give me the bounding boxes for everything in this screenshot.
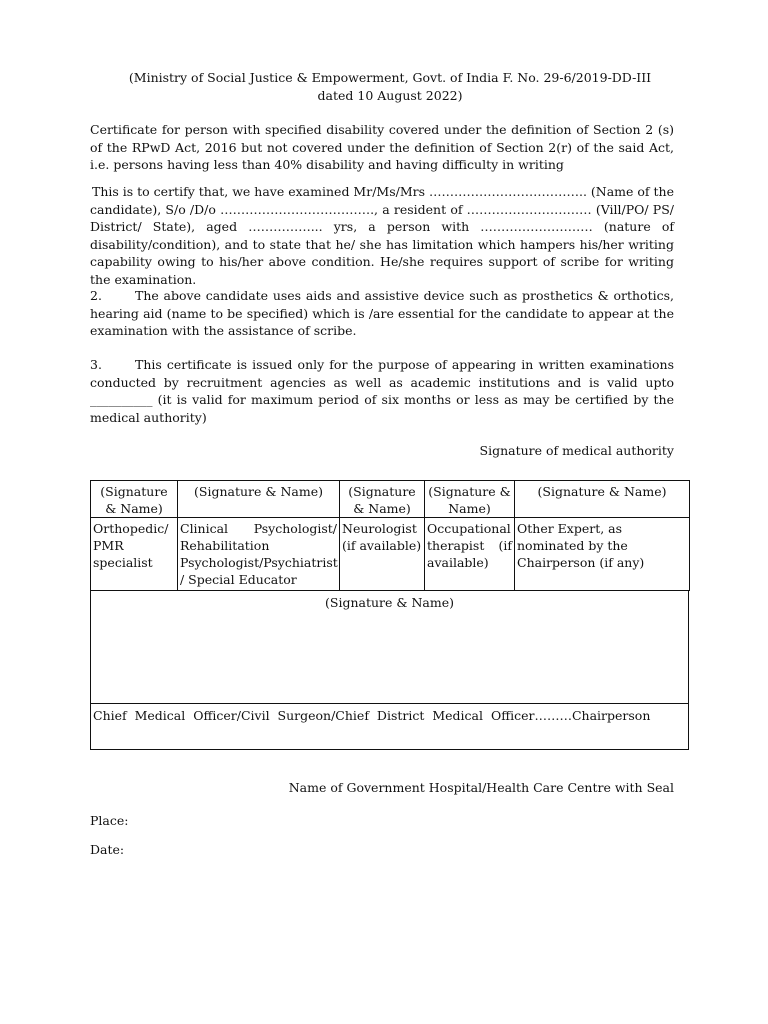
header-line-1: (Ministry of Social Justice & Empowerment, Govt. of India F. No. 29-6/2019-DD-III — [128, 70, 652, 85]
chairperson-signature-cell[interactable]: (Signature & Name) — [91, 591, 689, 704]
role-orthopedic: Orthopedic/ PMR specialist — [91, 518, 178, 591]
role-row — [91, 518, 690, 591]
document-header — [90, 69, 690, 105]
header-line-2: dated 10 August 2022) — [317, 88, 463, 103]
date-label: Date: — [90, 842, 125, 857]
paragraph-3-text: This certificate is issued only for the purpose of appearing in written examinations conducted by recruitment agencies as well as academic institutions and is valid upto __________ (it is valid for maximum period of six months or less as may be certified by the medical authority) — [90, 357, 674, 425]
signature-row — [91, 481, 690, 518]
role-other-expert: Other Expert, as nominated by the Chairperson (if any) — [515, 518, 690, 591]
paragraph-3 — [90, 356, 674, 426]
signature-cell[interactable]: (Signature & Name) — [340, 481, 425, 518]
paragraph-2-text: The above candidate uses aids and assistive device such as prosthetics & orthotics, hearing aid (name to be specified) which is /are essential for the candidate to appear at the examination with the assistance of scribe. — [90, 288, 674, 338]
chairperson-table — [90, 590, 689, 750]
signature-cell[interactable]: (Signature & Name) — [425, 481, 515, 518]
signature-cell[interactable]: (Signature & Name) — [178, 481, 340, 518]
paragraph-2-number: 2. — [90, 288, 102, 303]
role-occupational-therapist: Occupational therapist (if available) — [425, 518, 515, 591]
role-psychologist: Clinical Psychologist/ Rehabilitation Psychologist/Psychiatrist / Special Educator — [178, 518, 340, 591]
chairperson-designation: Chief Medical Officer/Civil Surgeon/Chief District Medical Officer………Chairperson — [91, 704, 689, 750]
signature-cell[interactable]: (Signature & Name) — [515, 481, 690, 518]
paragraph-3-number: 3. — [90, 357, 102, 372]
signature-table — [90, 480, 690, 591]
role-neurologist: Neurologist (if available) — [340, 518, 425, 591]
certificate-intro: Certificate for person with specified disability covered under the definition of Section 2 (s) of the RPwD Act, 2016 but not covered under the definition of Section 2(r) of the said Act, i.e. persons having less than 40% disability and having difficulty in writing — [90, 122, 674, 172]
signature-cell[interactable]: (Signature & Name) — [91, 481, 178, 518]
certification-paragraph: This is to certify that, we have examined Mr/Ms/Mrs ……………………………….. (Name of the candidate), S/o /D/o ………………………………., a resident of ………………………… (Vill/PO/ PS/ District/ State), aged ……………... yrs, a person with ……………………… (nature of disability/condition), and to state that he/ she has limitation which hampers his/her writing capability owing to his/her above condition. He/she requires support of scribe for writing the examination. — [90, 184, 674, 287]
hospital-seal-label: Name of Government Hospital/Health Care Centre with Seal — [288, 780, 674, 795]
place-label: Place: — [90, 813, 129, 828]
signature-medical-authority: Signature of medical authority — [479, 443, 674, 458]
paragraph-2 — [90, 287, 674, 340]
